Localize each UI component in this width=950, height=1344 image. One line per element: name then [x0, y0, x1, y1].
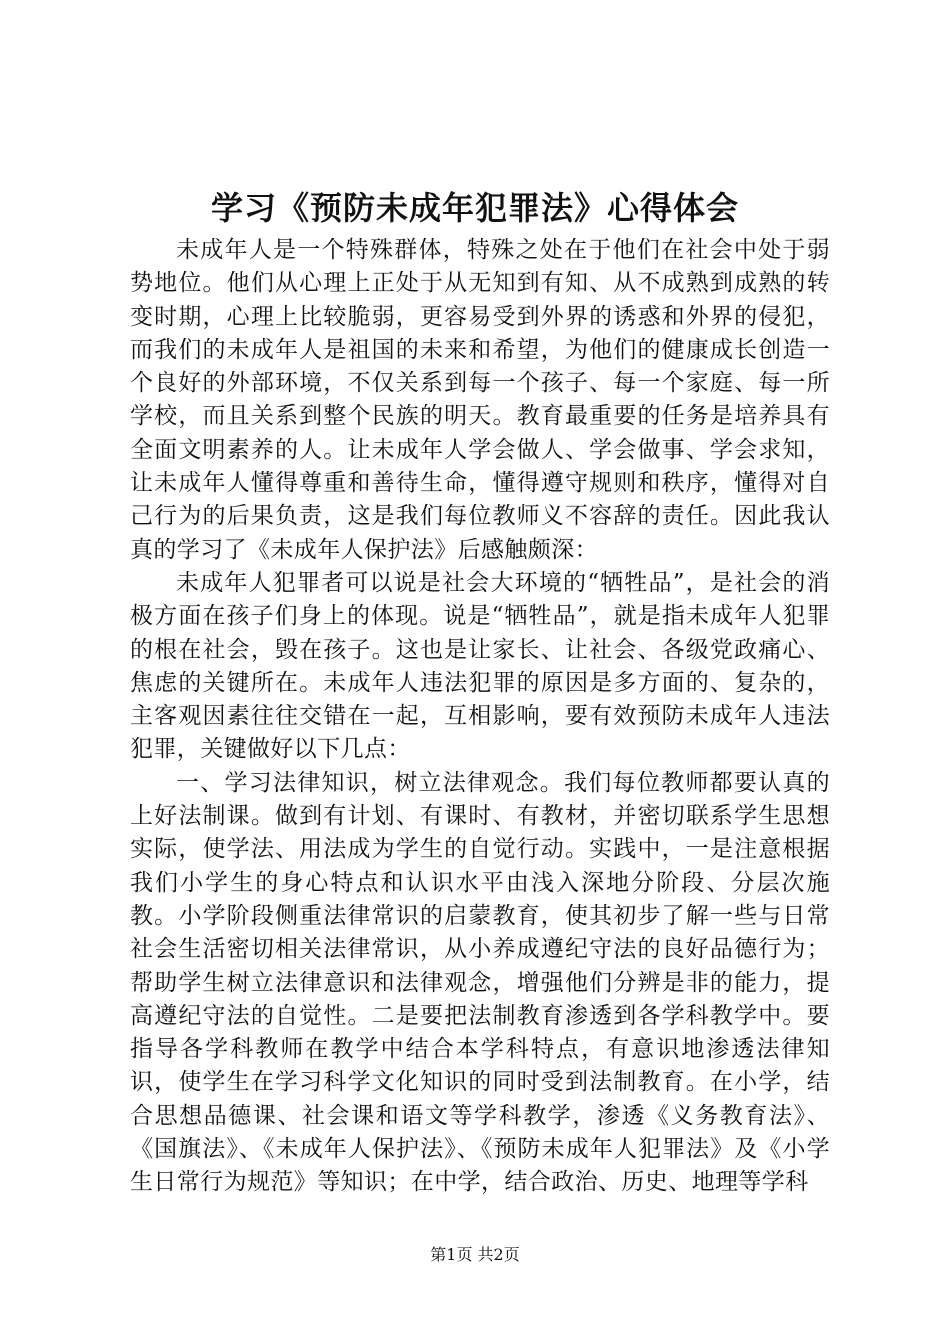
document-body	[130, 234, 830, 1200]
page-number-footer: 第1页 共2页	[430, 1245, 520, 1264]
paragraph-2: 未成年人犯罪者可以说是社会大环境的“牺牲品”，是社会的消极方面在孩子们身上的体现。说是“牺牲品”，就是指未成年人犯罪的根在社会，毁在孩子。这也是让家长、让社会、各级党政痛心、焦虑的关键所在。未成年人违法犯罪的原因是多方面的、复杂的，主客观因素往往交错在一起，互相影响，要有效预防未成年人违法犯罪，关键做好以下几点：	[130, 569, 830, 763]
paragraph-1: 未成年人是一个特殊群体，特殊之处在于他们在社会中处于弱势地位。他们从心理上正处于从无知到有知、从不成熟到成熟的转变时期，心理上比较脆弱，更容易受到外界的诱惑和外界的侵犯，而我们的未成年人是祖国的未来和希望，为他们的健康成长创造一个良好的外部环境，不仅关系到每一个孩子、每一个家庭、每一所学校，而且关系到整个民族的明天。教育最重要的任务是培养具有全面文明素养的人。让未成年人学会做人、学会做事、学会求知，让未成年人懂得尊重和善待生命，懂得遵守规则和秩序，懂得对自己行为的后果负责，这是我们每位教师义不容辞的责任。因此我认真的学习了《未成年人保护法》后感触颇深：	[130, 237, 830, 563]
paragraph-3: 一、学习法律知识，树立法律观念。我们每位教师都要认真的上好法制课。做到有计划、有课时、有教材，并密切联系学生思想实际，使学法、用法成为学生的自觉行动。实践中，一是注意根据我们小学生的身心特点和认识水平由浅入深地分阶段、分层次施教。小学阶段侧重法律常识的启蒙教育，使其初步了解一些与日常社会生活密切相关法律常识，从小养成遵纪守法的良好品德行为；帮助学生树立法律意识和法律观念，增强他们分辨是非的能力，提高遵纪守法的自觉性。二是要把法制教育渗透到各学科教学中。要指导各学科教师在教学中结合本学科特点，有意识地渗透法律知识，使学生在学习科学文化知识的同时受到法制教育。在小学，结合思想品德课、社会课和语文等学科教学，渗透《义务教育法》、《国旗法》、《未成年人保护法》、《预防未成年人犯罪法》及《小学生日常行为规范》等知识；在中学，结合政治、历史、地理等学科	[130, 769, 830, 1196]
document-title: 学习《预防未成年犯罪法》心得体会	[210, 189, 739, 227]
